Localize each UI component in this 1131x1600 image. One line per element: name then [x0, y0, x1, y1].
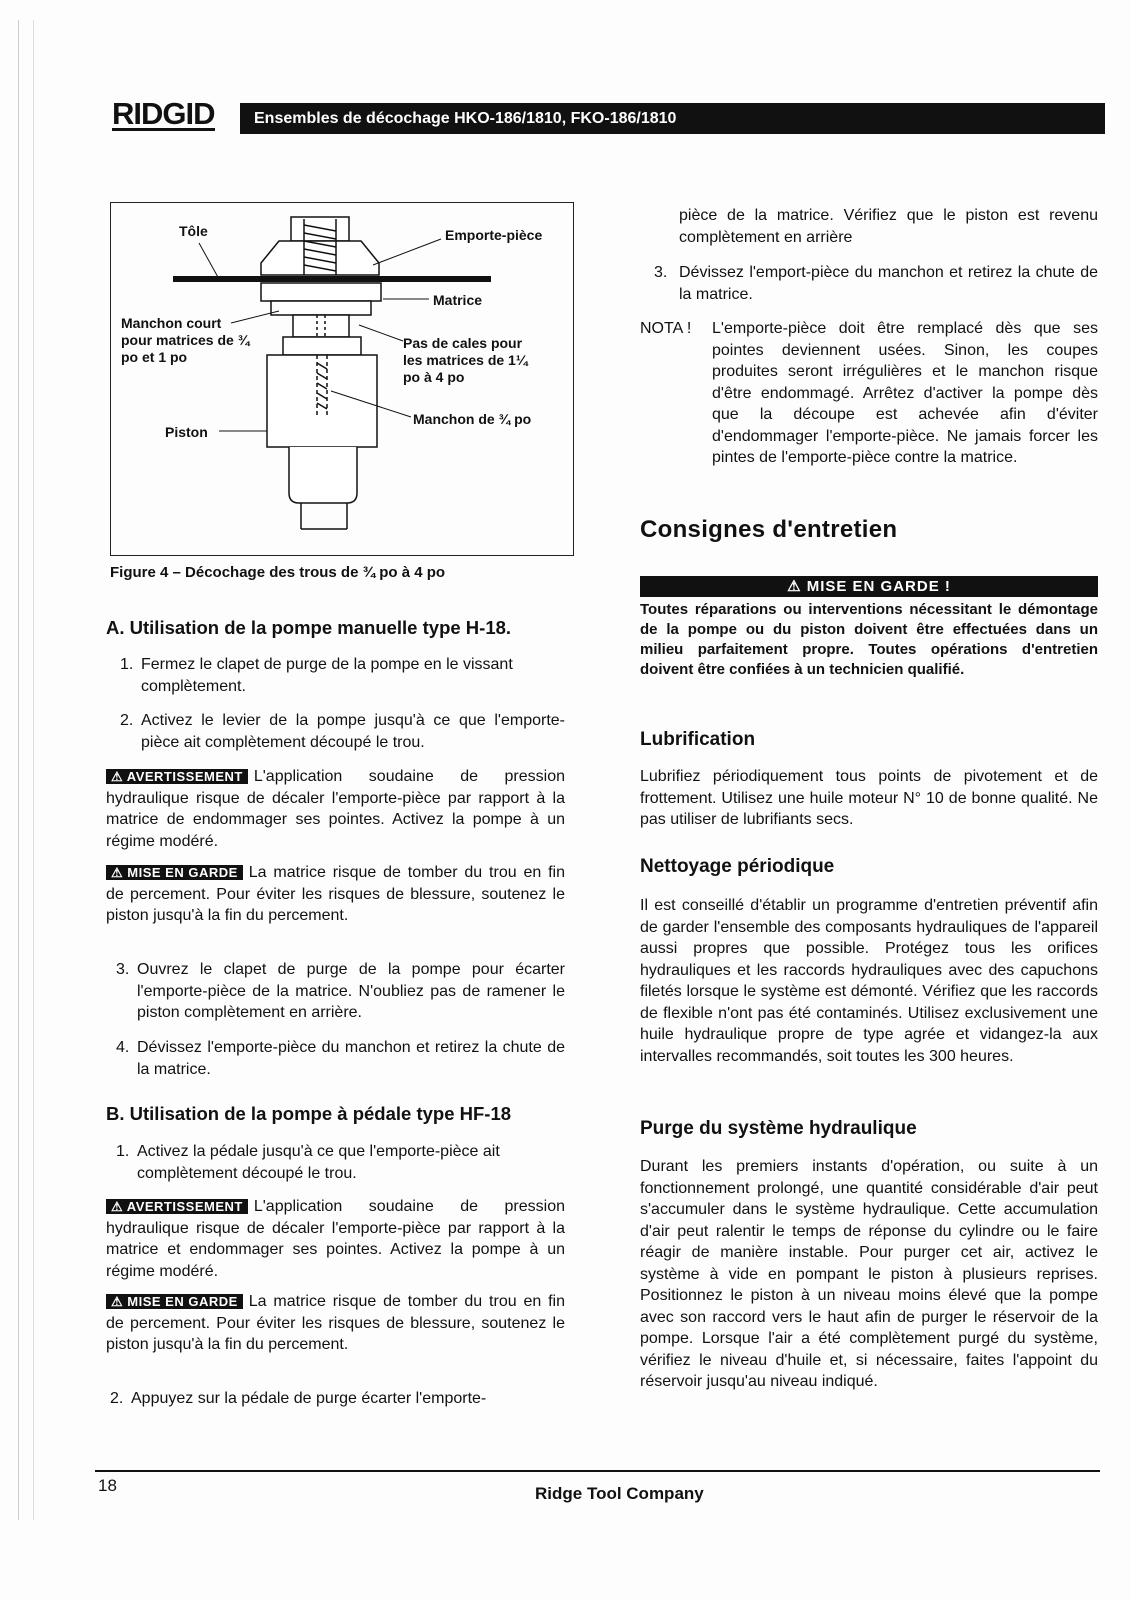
list-number: 3. — [654, 264, 668, 281]
list-text: Activez la pédale jusqu'à ce que l'emporte-pièce ait complètement découpé le trou. — [137, 1143, 500, 1182]
avertissement-badge: ⚠ AVERTISSEMENT — [106, 1199, 248, 1214]
list-number: 1. — [116, 1143, 130, 1160]
label-matrice: Matrice — [433, 292, 483, 308]
list-text: Appuyez sur la pédale de purge écarter l'emporte- — [131, 1390, 487, 1407]
list-text: Dévissez l'emporte-pièce du manchon et retirez la chute de la matrice. — [137, 1039, 565, 1078]
nettoyage-heading: Nettoyage périodique — [640, 856, 835, 877]
section-b-heading: B. Utilisation de la pompe à pédale type HF-18 — [106, 1103, 512, 1124]
warning-paragraph — [106, 766, 565, 852]
nettoyage-text: Il est conseillé d'établir un programme d'entretien préventif afin de garder l'ensemble des composants hydrauliques de l'appareil aussi propres que possible. Protégez tous les orifices hydrauliques et les raccords hydrauliques avec des capuchons filetés lorsque le système est démonté. Vérifiez que les raccords de flexible n'ont pas été contaminés. Utilisez exclusivement une huile hydraulique propre de type agrée et vidangez-la aux intervalles recommandés, soit toutes les 300 heures. — [640, 897, 1098, 1065]
figure-4-diagram — [110, 202, 574, 556]
list-item — [110, 1388, 565, 1410]
list-text: Dévissez l'emport-pièce du manchon et retirez la chute de la matrice. — [679, 264, 1098, 303]
list-item — [120, 710, 565, 754]
list-item — [120, 654, 565, 698]
list-number: 2. — [120, 712, 134, 729]
lubrification-heading: Lubrification — [640, 729, 756, 750]
ridgid-logo: RIDGID — [112, 96, 215, 131]
list-number: 4. — [116, 1039, 130, 1056]
mise-en-garde-badge: ⚠ MISE EN GARDE — [106, 1294, 243, 1309]
section-a-heading: A. Utilisation de la pompe manuelle type H-18. — [106, 617, 512, 638]
label-manchon-court: Manchon court pour matrices de ¾ po et 1 po — [121, 315, 250, 365]
nota-label: NOTA ! — [640, 320, 692, 337]
page-number: 18 — [98, 1476, 117, 1495]
warning-text: L'application soudaine de pression hydraulique risque de décaler l'emporte-pièce par rapport à la matrice et endommager ses pointes. Activez la pompe à un régime modéré. — [106, 1198, 565, 1280]
footer-company: Ridge Tool Company — [535, 1484, 704, 1503]
list-number: 3. — [116, 961, 130, 978]
consignes-heading: Consignes d'entretien — [640, 516, 898, 543]
list-item — [116, 1037, 565, 1081]
list-number: 2. — [110, 1390, 124, 1407]
list-item — [116, 959, 565, 1025]
list-text: Activez le levier de la pompe jusqu'à ce que l'emporte-pièce ait complètement découpé le trou. — [141, 712, 565, 751]
purge-heading: Purge du système hydraulique — [640, 1118, 917, 1139]
purge-text: Durant les premiers instants d'opération, ou suite à un fonctionnement prolongé, une quantité considérable d'air peut s'accumuler dans le système hydraulique. Cette accumulation d'air peut ralentir le temps de réponse du cylindre ou le faire réagir de manière instable. Pour purger cet air, activez le système à vide en pompant le piston à plusieurs reprises. Positionnez le piston à un niveau moins élevé que la pompe avec son raccord vers le haut afin de purger le réservoir de la pompe. Lorsque l'air a été complètement purgé du système, vérifiez le niveau d'huile et, si nécessaire, faites l'appoint du réservoir jusqu'au niveau indiqué. — [640, 1158, 1098, 1390]
nota-text: L'emporte-pièce doit être remplacé dès que ses pointes deviennent usées. Sinon, les coupes produites seront irrégulières et le manchon risque d'être endommagé. Arrêtez d'activer la pompe dès que la découpe est achevée afin d'éviter d'endommager l'emporte-pièce. Ne jamais forcer les pintes de l'emporte-pièce contre la matrice. — [712, 320, 1098, 466]
caution-paragraph — [106, 1291, 565, 1356]
figure-caption: Figure 4 – Décochage des trous de ¾ po à 4 po — [110, 564, 446, 581]
label-piston: Piston — [165, 424, 208, 440]
mise-en-garde-badge: ⚠ MISE EN GARDE — [106, 865, 243, 880]
footer-rule — [95, 1470, 1100, 1472]
list-item — [654, 262, 1098, 306]
list-text: Fermez le clapet de purge de la pompe en le vissant complètement. — [141, 656, 513, 695]
warning-paragraph — [106, 1196, 565, 1282]
caution-text: La matrice risque de tomber du trou en fin de percement. Pour éviter les risques de blessure, soutenez le piston jusqu'à la fin du percement. — [106, 864, 565, 924]
lubrification-text: Lubrifiez périodiquement tous points de pivotement et de frottement. Utilisez une huile moteur N° 10 de bonne qualité. Ne pas utiliser de lubrifiants secs. — [640, 768, 1098, 828]
warning-text: L'application soudaine de pression hydraulique risque de décaler l'emporte-pièce par rapport à la matrice de endommager ses pointes. Activez la pompe à un régime modéré. — [106, 768, 565, 850]
caution-text: La matrice risque de tomber du trou en fin de percement. Pour éviter les risques de blessure, soutenez le piston jusqu'à la fin du percement. — [106, 1293, 565, 1353]
header-title-bar: Ensembles de décochage HKO-186/1810, FKO-186/1810 — [240, 103, 1105, 134]
avertissement-badge: ⚠ AVERTISSEMENT — [106, 769, 248, 784]
caution-paragraph — [106, 862, 565, 927]
label-tole: Tôle — [179, 223, 208, 239]
label-pas-de-cales: Pas de cales pour les matrices de 1¼ po à 4 po — [403, 335, 528, 385]
continued-text: pièce de la matrice. Vérifiez que le piston est revenu complètement en arrière — [679, 207, 1098, 246]
label-manchon-34: Manchon de ¾ po — [413, 411, 532, 427]
list-number: 1. — [120, 656, 134, 673]
list-text: Ouvrez le clapet de purge de la pompe pour écarter l'emporte-pièce de la matrice. N'oubliez pas de ramener le piston complètement en arrière. — [137, 961, 565, 1021]
mise-en-garde-banner: ⚠ MISE EN GARDE ! — [640, 576, 1098, 597]
page-binding-edge — [18, 20, 34, 1520]
list-item — [116, 1141, 565, 1185]
mise-en-garde-text: Toutes réparations ou interventions nécessitant le démontage de la pompe ou du piston doivent être effectuées dans un milieu parfaitement propre. Toutes opérations d'entretien doivent être confiées à un technicien qualifié. — [640, 601, 1098, 678]
label-emporte-piece: Emporte-pièce — [445, 227, 543, 243]
